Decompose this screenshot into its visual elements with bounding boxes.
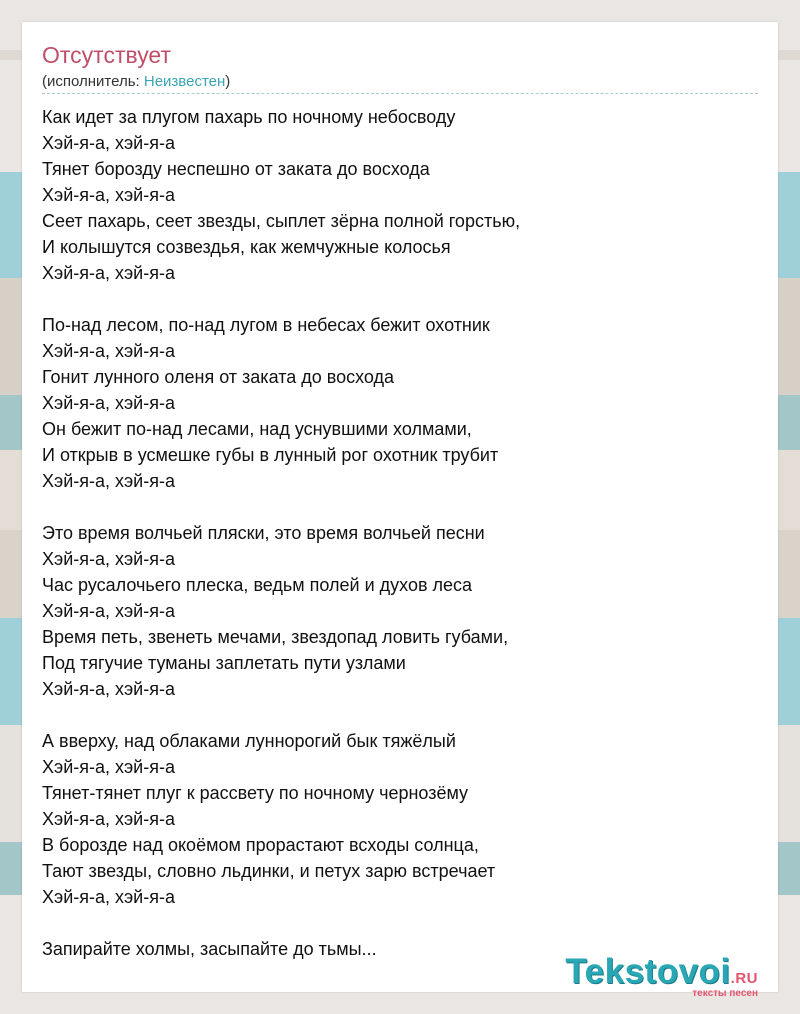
logo-tld: .RU: [730, 970, 758, 987]
divider: [42, 93, 758, 94]
lyric-line: Под тягучие туманы заплетать пути узлами: [42, 653, 406, 673]
lyric-line: Время петь, звенеть мечами, звездопад ловить губами,: [42, 627, 509, 647]
lyric-blank-line: [42, 494, 742, 520]
lyric-line: Хэй-я-а, хэй-я-а: [42, 757, 175, 777]
lyric-line: Он бежит по-над лесами, над уснувшими холмами,: [42, 419, 472, 439]
lyric-blank-line: [42, 910, 742, 936]
lyric-line: Хэй-я-а, хэй-я-а: [42, 549, 175, 569]
lyric-blank-line: [42, 702, 742, 728]
lyric-line: По-над лесом, по-над лугом в небесах бежит охотник: [42, 315, 490, 335]
artist-suffix: ): [225, 73, 231, 90]
lyric-line: В борозде над окоёмом прорастают всходы солнца,: [42, 835, 479, 855]
lyric-line: А вверху, над облаками луннорогий бык тяжёлый: [42, 731, 456, 751]
lyric-line: Час русалочьего плеска, ведьм полей и духов леса: [42, 575, 473, 595]
lyric-line: Хэй-я-а, хэй-я-а: [42, 341, 175, 361]
lyric-line: Хэй-я-а, хэй-я-а: [42, 393, 175, 413]
artist-prefix: (исполнитель:: [42, 73, 144, 90]
lyric-line: Хэй-я-а, хэй-я-а: [42, 679, 175, 699]
artist-link[interactable]: Неизвестен: [143, 73, 226, 90]
lyric-line: Тянет борозду неспешно от заката до восхода: [42, 159, 430, 179]
lyric-line: Запирайте холмы, засыпайте до тьмы...: [42, 939, 377, 959]
lyric-blank-line: [42, 286, 742, 312]
logo-name: Tekstovoi: [565, 952, 731, 991]
lyric-line: Хэй-я-а, хэй-я-а: [42, 601, 175, 621]
logo-tagline: тексты песен: [692, 988, 758, 999]
song-title: Отсутствует: [42, 42, 171, 68]
lyric-line: И открыв в усмешке губы в лунный рог охотник трубит: [42, 445, 499, 465]
site-logo[interactable]: [565, 952, 758, 999]
artist-line: [42, 73, 230, 90]
lyric-line: Гонит лунного оленя от заката до восхода: [42, 367, 395, 387]
lyric-line: Хэй-я-а, хэй-я-а: [42, 887, 175, 907]
lyric-line: И колышутся созвездья, как жемчужные колосья: [42, 237, 451, 257]
lyric-line: Сеет пахарь, сеет звезды, сыплет зёрна полной горстью,: [42, 211, 521, 231]
lyric-line: Хэй-я-а, хэй-я-а: [42, 263, 175, 283]
lyric-line: Тянет-тянет плуг к рассвету по ночному чернозёму: [42, 783, 469, 803]
lyric-line: Хэй-я-а, хэй-я-а: [42, 185, 175, 205]
lyric-line: Это время волчьей пляски, это время волчьей песни: [42, 523, 485, 543]
lyrics-card: [22, 22, 778, 999]
lyric-line: Хэй-я-а, хэй-я-а: [42, 133, 175, 153]
lyric-line: Хэй-я-а, хэй-я-а: [42, 809, 175, 829]
lyric-line: Тают звезды, словно льдинки, и петух зарю встречает: [42, 861, 496, 881]
lyric-line: Хэй-я-а, хэй-я-а: [42, 471, 175, 491]
lyrics-text: [42, 104, 742, 962]
lyric-line: Как идет за плугом пахарь по ночному небосводу: [42, 107, 456, 127]
